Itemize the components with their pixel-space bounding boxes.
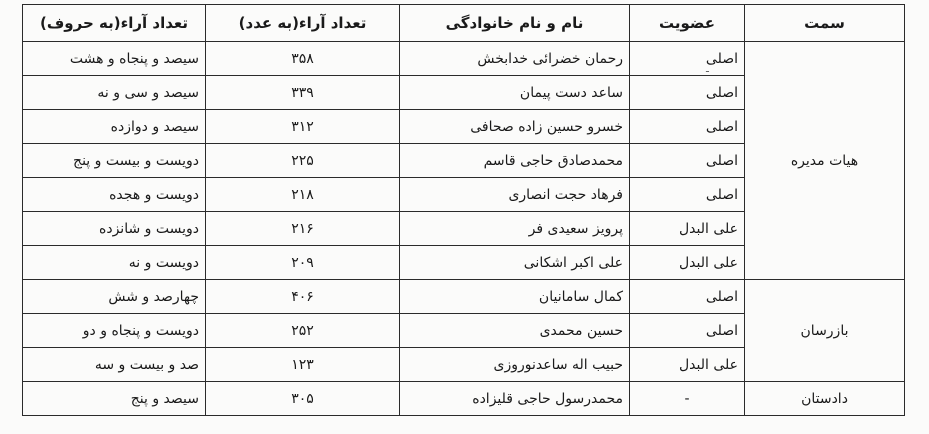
membership-cell: اصلی <box>630 42 745 76</box>
group-board: هیات مدیره <box>745 42 905 280</box>
group-prosecutor: دادستان <box>745 382 905 416</box>
votes-words-cell: دویست و نه <box>23 246 206 280</box>
votes-words-cell: دویست و پنجاه و دو <box>23 314 206 348</box>
membership-cell: - <box>630 382 745 416</box>
votes-number-cell: ۳۵۸ <box>206 42 400 76</box>
name-cell: فرهاد حجت انصاری <box>400 178 630 212</box>
votes-words-cell: دویست و بیست و پنج <box>23 144 206 178</box>
name-cell: علی اکبر اشکانی <box>400 246 630 280</box>
membership-cell: علی البدل <box>630 212 745 246</box>
name-cell: رحمان خضرائی خدابخش <box>400 42 630 76</box>
table-row <box>23 42 905 76</box>
votes-words-cell: سیصد و سی و نه <box>23 76 206 110</box>
election-results-table <box>22 4 905 416</box>
membership-cell: علی البدل <box>630 348 745 382</box>
membership-cell: اصلی <box>630 76 745 110</box>
votes-number-cell: ۳۳۹ <box>206 76 400 110</box>
membership-cell: اصلی <box>630 280 745 314</box>
votes-words-cell: دویست و هجده <box>23 178 206 212</box>
votes-number-cell: ۲۱۸ <box>206 178 400 212</box>
header-role: سمت <box>745 5 905 42</box>
membership-cell: علی البدل <box>630 246 745 280</box>
votes-number-cell: ۲۲۵ <box>206 144 400 178</box>
header-row <box>23 5 905 42</box>
name-cell: پرویز سعیدی فر <box>400 212 630 246</box>
header-votes-words: تعداد آراء(به حروف) <box>23 5 206 42</box>
table-row <box>23 280 905 314</box>
membership-cell: اصلی <box>630 314 745 348</box>
table-row <box>23 382 905 416</box>
votes-number-cell: ۳۱۲ <box>206 110 400 144</box>
votes-words-cell: سیصد و دوازده <box>23 110 206 144</box>
name-cell: کمال سامانیان <box>400 280 630 314</box>
votes-number-cell: ۴۰۶ <box>206 280 400 314</box>
votes-number-cell: ۳۰۵ <box>206 382 400 416</box>
name-cell: محمدرسول حاجی قلیزاده <box>400 382 630 416</box>
membership-cell: اصلی <box>630 110 745 144</box>
header-votes-number: تعداد آراء(به عدد) <box>206 5 400 42</box>
name-cell: حبیب اله ساعدنوروزی <box>400 348 630 382</box>
votes-number-cell: ۲۵۲ <box>206 314 400 348</box>
name-cell: محمدصادق حاجی قاسم <box>400 144 630 178</box>
votes-words-cell: چهارصد و شش <box>23 280 206 314</box>
votes-words-cell: صد و بیست و سه <box>23 348 206 382</box>
stray-mark: ـ <box>706 64 709 75</box>
votes-words-cell: سیصد و پنجاه و هشت <box>23 42 206 76</box>
membership-cell: اصلی <box>630 178 745 212</box>
header-name: نام و نام خانوادگی <box>400 5 630 42</box>
name-cell: ساعد دست پیمان <box>400 76 630 110</box>
votes-words-cell: دویست و شانزده <box>23 212 206 246</box>
votes-number-cell: ۱۲۳ <box>206 348 400 382</box>
votes-words-cell: سیصد و پنج <box>23 382 206 416</box>
name-cell: خسرو حسین زاده صحافی <box>400 110 630 144</box>
votes-number-cell: ۲۰۹ <box>206 246 400 280</box>
group-inspectors: بازرسان <box>745 280 905 382</box>
header-membership: عضویت <box>630 5 745 42</box>
membership-cell: اصلی <box>630 144 745 178</box>
name-cell: حسین محمدی <box>400 314 630 348</box>
votes-number-cell: ۲۱۶ <box>206 212 400 246</box>
